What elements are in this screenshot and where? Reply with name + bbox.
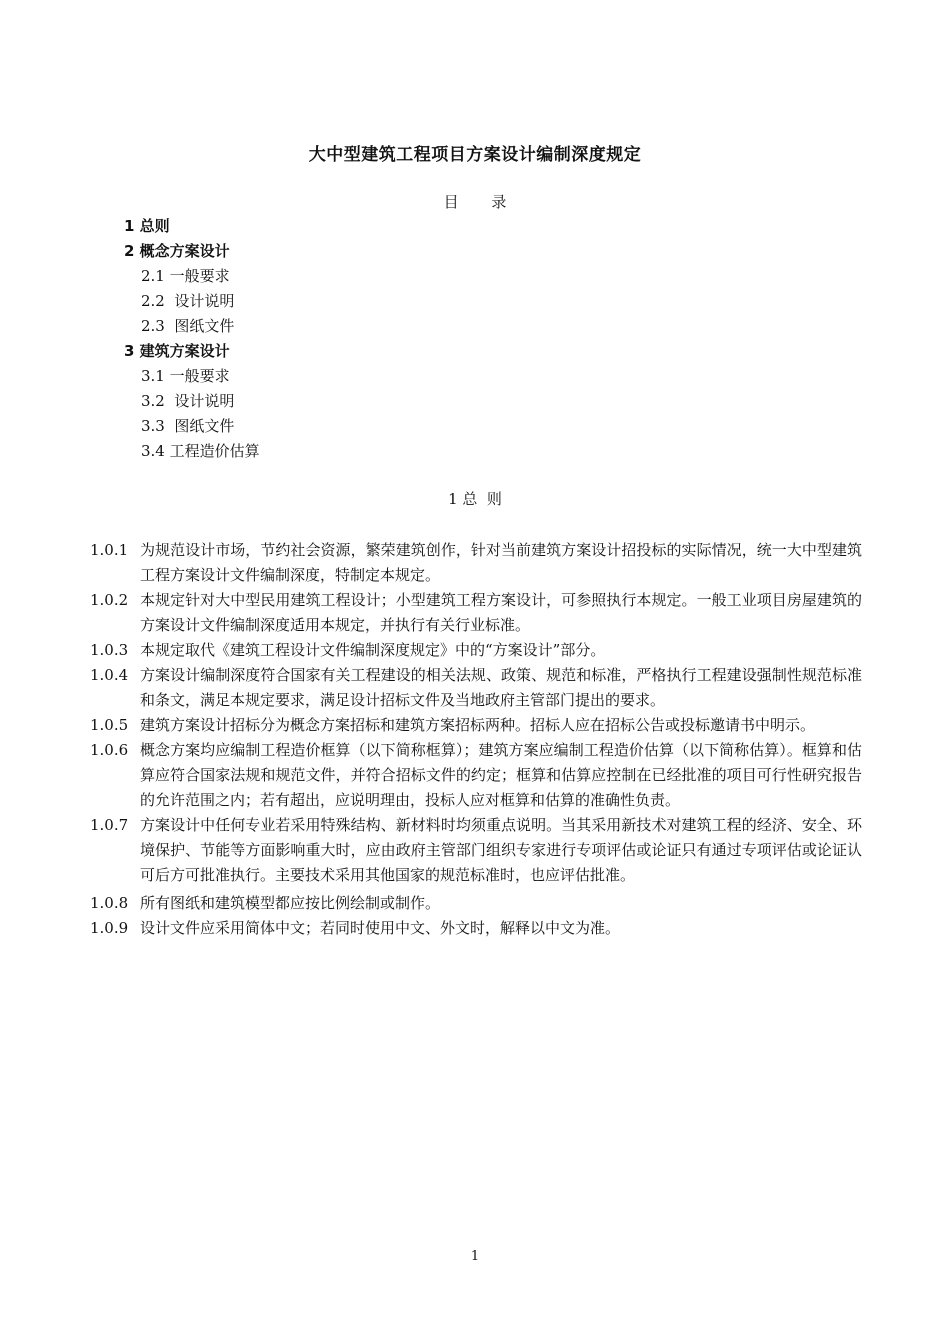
clause-text: 所有图纸和建筑模型都应按比例绘制或制作。 [140,894,441,912]
clause-text: 为规范设计市场，节约社会资源，繁荣建筑创作，针对当前建筑方案设计招投标的实际情况，统一大中型建筑工程方案设计文件编制深度，特制定本规定。 [140,541,862,584]
clause-text: 本规定取代《建筑工程设计文件编制深度规定》中的“方案设计”部分。 [140,641,606,659]
clause [90,713,862,738]
clause [90,891,862,916]
clause [90,738,862,813]
clause-text: 方案设计编制深度符合国家有关工程建设的相关法规、政策、规范和标准，严格执行工程建设强制性规范标准和条文，满足本规定要求，满足设计招标文件及当地政府主管部门提出的要求。 [140,666,862,709]
clause-text: 本规定针对大中型民用建筑工程设计；小型建筑工程方案设计，可参照执行本规定。一般工业项目房屋建筑的方案设计文件编制深度适用本规定，并执行有关行业标准。 [140,591,862,634]
toc-item: 2.2 设计说明 [141,292,235,310]
clause [90,538,862,588]
clause-number: 1.0.4 [90,666,129,684]
clause-text: 建筑方案设计招标分为概念方案招标和建筑方案招标两种。招标人应在招标公告或投标邀请书中明示。 [140,716,816,734]
toc-item: 3.2 设计说明 [141,392,235,410]
clause-list [90,538,862,941]
clause-number: 1.0.5 [90,716,129,734]
toc-item: 1 总则 [124,217,170,235]
toc-item: 3.1 一般要求 [141,367,230,385]
table-of-contents [124,214,260,464]
clause-number: 1.0.2 [90,591,129,609]
toc-heading: 目 录 [443,193,521,211]
clause [90,588,862,638]
toc-item: 2.1 一般要求 [141,267,230,285]
clause-text: 概念方案均应编制工程造价框算（以下简称框算）；建筑方案应编制工程造价估算（以下简称估算）。框算和估算应符合国家法规和规范文件，并符合招标文件的约定；框算和估算应控制在已经批准的项目可行性研究报告的允许范围之内；若有超出，应说明理由，投标人应对框算和估算的准确性负责。 [140,741,862,809]
toc-item: 2.3 图纸文件 [141,317,235,335]
clause-number: 1.0.8 [90,894,129,912]
page-number: 1 [470,1249,480,1264]
clause-number: 1.0.9 [90,919,129,937]
clause [90,638,862,663]
clause-text: 方案设计中任何专业若采用特殊结构、新材料时均须重点说明。当其采用新技术对建筑工程的经济、安全、环境保护、节能等方面影响重大时，应由政府主管部门组织专家进行专项评估或论证只有通过专项评估或论证认可后方可批准执行。主要技术采用其他国家的规范标准时，也应评估批准。 [140,816,862,884]
page-title: 大中型建筑工程项目方案设计编制深度规定 [308,145,642,165]
toc-item: 3.3 图纸文件 [141,417,235,435]
clause-number: 1.0.3 [90,641,129,659]
clause [90,663,862,713]
toc-item: 2 概念方案设计 [124,242,230,260]
toc-item: 3 建筑方案设计 [124,342,230,360]
section-heading: 1 总 则 [448,490,502,508]
clause [90,813,862,888]
clause-number: 1.0.1 [90,541,129,559]
clause-text: 设计文件应采用简体中文；若同时使用中文、外文时，解释以中文为准。 [140,919,621,937]
clause-number: 1.0.7 [90,816,129,834]
toc-item: 3.4 工程造价估算 [141,442,260,460]
clause [90,916,862,941]
clause-number: 1.0.6 [90,741,129,759]
